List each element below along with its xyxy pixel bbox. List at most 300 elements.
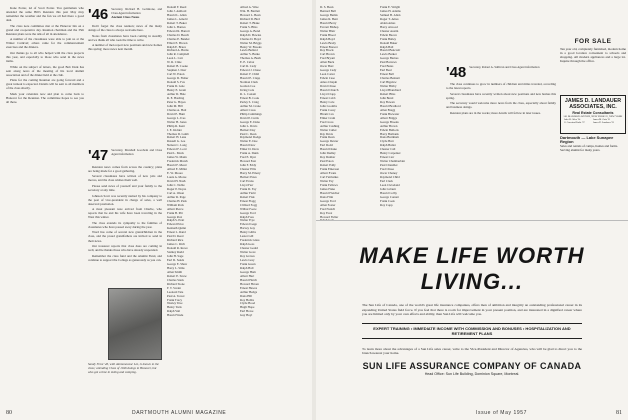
name-entry: Wilbur Foote <box>240 207 257 211</box>
name-entry: Roy Dunbar <box>320 156 336 160</box>
name-entry: Frank E. Wright <box>380 6 401 9</box>
name-entry: Earl Dodd <box>320 144 333 148</box>
name-entry: Richard Stone <box>167 282 185 286</box>
name-entry: Frank D. Fay <box>240 187 257 191</box>
partner: G. Crawford Eadie '27 <box>564 121 585 124</box>
name-entry: John H. Sage <box>167 255 184 259</box>
name-entry: Charles D. Boyd <box>240 37 261 41</box>
name-entry: Paul C. Dean <box>240 132 257 136</box>
name-entry: Ernest Carr <box>380 156 395 160</box>
name-entry: Robert H. Lane <box>167 136 187 140</box>
name-entry: D. S. Bean <box>320 6 334 9</box>
name-entry: Edwin Case <box>320 77 335 81</box>
name-entry: R. E. Harding <box>167 96 185 100</box>
name-entry: Frank A. Dunn <box>240 152 259 156</box>
name-entry: David E. Hunt <box>167 112 185 116</box>
name-entry: Donald R. Rowe <box>167 247 188 251</box>
name-entry: Frank Emerson <box>320 168 339 172</box>
name-entry: Oscar Cheney <box>380 172 398 176</box>
name-entry: Roy Hobbs <box>240 298 255 302</box>
name-entry: John L. Barnes <box>167 25 186 29</box>
sun-life-contact: To learn more about the advantages of a Sun Life sales career, write to the Vice-President and Director of Agencies, who will be glad to direct you to the branch nearest your home. <box>362 346 582 356</box>
name-entry: W. R. Cline <box>167 61 182 65</box>
name-entry: Roger T. Ames <box>380 17 399 21</box>
name-entry: Lloyd Blanchard <box>380 89 401 93</box>
name-entry: George Ford <box>240 211 256 215</box>
class-year: '46 <box>88 6 109 23</box>
name-entry: Earl Howe <box>240 310 254 314</box>
name-entry: Earl D. Sands <box>167 259 185 262</box>
name-entry: Edward F. Lord <box>167 148 187 152</box>
name-entry: Arthur R. Page <box>167 195 186 199</box>
class-photo <box>108 288 162 360</box>
landauer-name: JAMES D. LANDAUER ASSOCIATES, INC. <box>564 97 622 110</box>
paragraph: Word has come of several new grandchildren in the class, and the proud grandfathers are invited to send in their news. <box>88 230 162 243</box>
name-entry: Howard L. Bean <box>240 13 261 17</box>
name-entry: Arthur D. Hale <box>167 92 186 96</box>
name-entry: James Fiske <box>320 187 336 191</box>
name-entry: Roger P. Noyes <box>167 187 187 191</box>
name-entry: Edwin Bullock <box>380 128 399 132</box>
name-entry: Ralph Ball <box>380 45 394 49</box>
name-entry: Edward Gage <box>240 223 257 227</box>
name-entry: Howard East <box>240 160 257 164</box>
paragraph: Several classmates have written of new jobs and moves, and the class wishes them well. <box>88 174 162 183</box>
name-entry: Carl A. Olson <box>167 191 185 195</box>
name-entry: Donald Baker <box>380 41 398 45</box>
name-entry: David Chase <box>320 85 336 89</box>
name-entry: Ralph Butler <box>380 144 396 148</box>
name-entry: Paul D. Reed <box>167 235 184 239</box>
right-class-column <box>446 6 556 116</box>
for-sale-text: Ten year old, completely furnished, modern home in a good location convenient to schools and shopping. All modern appliances and a large lot. Inquire through the office. <box>560 47 626 64</box>
name-entry: Ralph Boyd <box>320 37 335 41</box>
name-entry: Chester Austin <box>380 29 399 33</box>
name-entry: Walter Frye <box>240 219 255 223</box>
name-entry: Lloyd Farr <box>240 183 254 187</box>
name-entry: Roy Brock <box>320 49 334 53</box>
name-entry: William Peck <box>167 203 184 207</box>
name-entry: Thomas D. Lamb <box>167 132 189 136</box>
name-entry: Harold Church <box>320 89 339 93</box>
name-entry: Robert T. Baker <box>167 21 187 25</box>
name-entry: Frederick Marsh <box>167 160 188 164</box>
name-entry: Walter Bixby <box>380 85 397 89</box>
name-entry: Robert T. Blake <box>240 21 260 25</box>
name-entry: Fred Chase <box>380 168 395 172</box>
name-entry: Stanley Rudd <box>167 251 184 255</box>
name-entry: Carl R. Cady <box>240 65 257 69</box>
name-entry: Stephen J. Dorr <box>167 69 187 73</box>
paragraph: A most pleasant note arrived from Charlie, who reports that he and his wife have been traveling in the West this winter. <box>88 207 162 220</box>
left-names-column-2 <box>240 6 310 318</box>
name-entry: Arthur Hedge <box>240 290 258 294</box>
name-entry: Henry Cole <box>320 100 335 104</box>
name-entry: Fred French <box>320 207 336 211</box>
paragraph: While on the subject of letters, the good Bob Dark has sent along news of the meeting of his local alumni association and of the dinner held at the club. <box>6 64 84 77</box>
name-entry: Henry W. Brooks <box>240 45 262 49</box>
name-entry: Charles Bennett <box>380 77 400 81</box>
name-entry: Elliott E. Brown <box>167 41 188 45</box>
name-entry: Paul A. Tower <box>167 294 185 298</box>
name-entry: Ralph Foss <box>240 215 254 219</box>
name-entry: Robert Fisk <box>240 195 255 199</box>
name-entry: Dana Flint <box>320 195 334 199</box>
name-entry: James C. Rich <box>167 243 185 247</box>
name-entry: Nelson C. Long <box>167 144 187 148</box>
name-entry: Frank Tracy <box>167 298 183 302</box>
name-entry: Edward R. Barrett <box>167 29 190 33</box>
name-entry: Harold Hatch <box>240 278 257 282</box>
name-entry: George Dexter <box>320 140 339 144</box>
name-entry: Frank B. Pitt <box>167 211 183 215</box>
name-entry: Russell G. Lee <box>167 140 186 144</box>
name-entry: Harold Bancroft <box>380 49 401 53</box>
name-entry: John F. Eddy <box>240 164 257 168</box>
paragraph: Our thanks go to all who helped with the class projects this year, and especially to those who send in the news items. <box>6 50 84 64</box>
name-entry: Carl Bigelow <box>380 81 397 85</box>
name-entry: John Dudley <box>320 152 336 156</box>
lake-heading: Dartmouth — Lake Sunapee Region <box>560 135 614 144</box>
name-entry: Frank S. Bliss <box>240 25 258 29</box>
page-number: 81 <box>616 410 622 416</box>
name-entry: Arthur Brown <box>380 124 398 128</box>
paragraph: Notes from classmates have been coming in steadily and we thank all who took the time to write. <box>88 33 162 42</box>
name-entry: E. W. Moore <box>167 172 183 176</box>
name-entry: Robert F. Child <box>240 73 260 77</box>
name-entry: John C. Noble <box>167 183 185 187</box>
paragraph: Our treasurer reports that class dues are coming in well, and he thanks those who have already responded. <box>88 244 162 253</box>
name-entry: Walter Cutler <box>320 128 337 132</box>
name-entry: John Coombs <box>320 104 337 108</box>
name-entry: Allen Smith <box>167 270 183 274</box>
name-entry: Oscar Burr <box>320 65 334 69</box>
paragraph: Don't forget the class reunion; news of the many doings of the class is always welcome here. <box>88 24 162 33</box>
name-entry: George Bemis <box>320 13 338 17</box>
name-entry: Richard D. Bird <box>240 17 260 21</box>
paragraph: The class extends its sympathy to the families of classmates who have passed away during the year. <box>88 220 162 229</box>
class-year: '47 <box>88 146 109 164</box>
name-entry: Leon Cleveland <box>380 183 400 187</box>
paragraph: Please send news of yourself and your family to the secretary at any time. <box>88 183 162 193</box>
name-entry: Harvey Gay <box>240 227 256 231</box>
name-entry: Philip R. Kent <box>167 124 185 128</box>
name-entry: George Brooks <box>380 120 399 124</box>
name-entry: Norman Clark <box>240 81 258 85</box>
name-entry: Frank Corey <box>320 108 336 112</box>
name-entry: Walter H. Jones <box>167 120 187 124</box>
sun-life-body: The Sun Life of Canada, one of the world's great life insurance companies, offers men of ambition and integrity an outstanding professional career in its expanding United States field force. If you feel that there is room for improvement in your present position, and are interested in a dignified career where you are limited only by your own efforts and ability, then Sun Life will welcome you. <box>362 303 582 317</box>
name-entry: Ernest Bell <box>380 73 394 77</box>
name-entry: Carl W. Eaton <box>167 73 185 77</box>
name-entry: Howard Haven <box>240 282 259 286</box>
for-sale-title: FOR SALE <box>574 38 612 45</box>
name-entry: John M. Hill <box>167 104 183 108</box>
name-entry: Harold Bradford <box>380 104 401 108</box>
name-entry: Harold Colby <box>380 191 397 195</box>
name-entry: James W. Mann <box>167 156 187 160</box>
name-entry: Guy Hoyt <box>240 314 253 318</box>
name-entry: Clifford Fogg <box>240 203 258 207</box>
name-entry: Chester Call <box>380 148 396 152</box>
name-entry: Amos Chapin <box>320 81 338 85</box>
landauer-address: 501 MADISON AVENUE, NEW YORK 22, NEW YORK <box>563 114 623 118</box>
right-page <box>316 0 628 420</box>
name-entry: Frank Dean <box>320 136 335 140</box>
name-entry: Frank Bailey <box>380 37 397 41</box>
name-entry: Elmer D. Drew <box>240 148 259 152</box>
name-entry: Earl Clark <box>380 179 393 183</box>
name-entry: Harold L. Allen <box>167 13 187 17</box>
name-entry: Charles H. Park <box>167 199 187 203</box>
name-entry: Harold F. Mead <box>167 164 187 168</box>
name-entry: Arthur Field <box>240 191 256 195</box>
name-entry: Harold Wade <box>167 314 184 318</box>
name-entry: Ernest Cobb <box>320 96 336 100</box>
name-entry: Everett Bishop <box>320 25 339 29</box>
name-entry: Frank Green <box>240 262 256 266</box>
class-year: '48 <box>446 64 467 81</box>
name-entry: Leon L. Carr <box>167 57 184 61</box>
sun-life-benefits: EXPERT TRAINING • IMMEDIATE INCOME WITH COMMISSION AND BONUSES • HOSPITALIZATION AND RETIREMENT PLANS <box>362 323 582 339</box>
name-entry: George Barnes <box>380 57 399 61</box>
name-entry: Walter Chamberlain <box>380 160 405 164</box>
right-names-column-2 <box>380 6 442 208</box>
name-entry: Albert Hart <box>240 274 255 278</box>
sun-life-headline: MAKE LIFE WORTH LIVING... <box>359 243 585 294</box>
name-entry: Ralph Vail <box>167 310 181 314</box>
partner: James M. Gain '31 <box>593 118 611 121</box>
name-entry: John J. Ashford <box>167 9 187 13</box>
paragraph: Remember the class fund and the Alumni Fund, and continue to support the College as generously as you can. <box>88 253 162 262</box>
name-entry: Bernard Bell <box>320 9 336 13</box>
name-entry: Robert B. Cooke <box>167 65 188 69</box>
name-entry: Alfred A. Wise <box>240 6 259 9</box>
left-names-column-1 <box>167 6 237 318</box>
name-entry: Albert Cross <box>240 108 256 112</box>
name-entry: Richard A. Burns <box>167 49 189 53</box>
name-entry: John Bond <box>380 96 394 100</box>
name-entry: Frank Blood <box>320 33 336 37</box>
name-entry: Lewis Bullard <box>240 49 258 53</box>
paragraph: A number of men report new positions and new homes this spring; more news next month. <box>88 43 162 52</box>
sun-life-head-office: Head Office: Sun Life Building, Dominion Square, Montreal. <box>424 372 520 377</box>
name-entry: Harry Burbank <box>380 132 399 136</box>
paragraph: A number of the classmates were able to join us at the Winter Carnival; others came for the commencement exercises and the dinners. <box>6 37 84 50</box>
name-entry: Ernest Hawes <box>240 286 258 290</box>
name-entry: Wm. H. Bartlett <box>240 9 260 13</box>
name-entry: Harold E. Clapp <box>240 77 261 81</box>
name-entry: Herbert Estes <box>240 175 257 179</box>
name-entry: Hugh Hope <box>240 306 255 310</box>
name-entry: Edward Price <box>167 223 184 227</box>
class-heading: Ancient Class Notes <box>111 14 140 19</box>
left-column-2 <box>88 6 162 263</box>
name-entry: Ernest Flagg <box>240 199 256 203</box>
name-entry: Lewis Barker <box>380 53 397 57</box>
name-entry: Donald F. Reed <box>167 6 187 9</box>
name-entry: Roy Graves <box>240 255 255 259</box>
name-entry: F. T. Swain <box>167 286 181 290</box>
name-entry: Charles D. Beach <box>167 33 189 37</box>
partner: James D. Landauer '23 <box>593 121 614 124</box>
name-entry: Alden Ames <box>380 21 396 25</box>
name-entry: Arthur Cushing <box>320 124 340 128</box>
name-entry: Lester Gill <box>240 235 254 239</box>
name-entry: Fred Bryant <box>320 57 335 61</box>
class-secretaries: Secretary, Marshall Goodwin and Class Agent information <box>111 147 162 156</box>
name-entry: David H. Nash <box>167 179 186 183</box>
name-entry: David P. Curtis <box>240 116 259 120</box>
lake-sunapee-ad <box>560 136 626 152</box>
name-entry: Perley S. Craig <box>240 100 259 104</box>
name-entry: Earl Beal <box>380 69 392 73</box>
name-entry: George Ford <box>320 199 336 203</box>
name-entry: George Post <box>167 215 183 219</box>
name-entry: Frank Fellows <box>320 183 338 187</box>
name-entry: Fred E. Dyer <box>240 156 257 160</box>
paragraph: The class continues to grow in numbers of children and miles traveled, according to the latest reports. <box>446 82 556 91</box>
landauer-ad <box>560 95 626 134</box>
paragraph: Johnson Scott was recently named by his company to the post of vice-president in charge of sales, a well deserved promotion. <box>88 193 162 206</box>
class-47-header <box>88 146 162 164</box>
name-entry: Ralph Goss <box>240 243 255 247</box>
name-entry: George Ham <box>240 270 256 274</box>
name-entry: Albert Briggs <box>380 116 397 120</box>
name-entry: Alfred E. Miller <box>167 168 188 172</box>
name-entry: Thomas A. Bush <box>240 57 261 61</box>
name-entry: Harry Atwood <box>380 25 398 29</box>
name-entry: Irving Cole <box>240 89 255 93</box>
name-entry: Charles Stark <box>167 278 184 282</box>
partner: John W. Allen '24 <box>564 118 581 121</box>
name-entry: Carl Evans <box>240 179 254 183</box>
running-title: DARTMOUTH ALUMNI MAGAZINE <box>132 410 227 416</box>
name-entry: Henry E. Grant <box>167 89 186 93</box>
name-entry: Lloyd Clapp <box>320 92 336 96</box>
name-entry: Leonard Tate <box>167 290 184 294</box>
name-entry: Henry Carpenter <box>380 152 401 156</box>
name-entry: Albert Pierce <box>167 207 184 211</box>
name-entry: Chester Ellis <box>240 168 256 172</box>
name-entry: Frank D. Gale <box>167 85 185 89</box>
name-entry: Dana Burnham <box>380 136 399 140</box>
name-entry: John Coburn <box>380 187 396 191</box>
name-entry: George E. Dana <box>240 120 260 124</box>
name-entry: Harold Fletcher <box>320 191 340 195</box>
name-entry: Albert Evans <box>320 172 337 176</box>
class-48-header <box>446 66 556 80</box>
paragraph: Plans for the coming Reunion are going forward and a great turnout is expected. Details will be sent to all members of the class shortly. <box>6 78 84 91</box>
name-entry: Ralph D. Bowles <box>240 33 262 37</box>
name-entry: Allen Foster <box>320 203 336 207</box>
paragraph: Kane Porter, nd of Scott Porter. You gentlemen who attended the same Bill's Reunion this past May may remember the weather and the fun we all had there a good deal. <box>6 6 84 23</box>
name-entry: Arthur S. Burke <box>240 53 260 57</box>
name-entry: Walter Gove <box>240 251 256 255</box>
name-entry: Carl Fairbanks <box>320 175 339 179</box>
name-entry: Henry Tuck <box>167 306 182 310</box>
name-entry: Raymond Dodge <box>240 136 262 140</box>
name-entry: Fred Cross <box>320 120 334 124</box>
name-entry: James R. Bent <box>320 17 338 21</box>
name-entry: Frank Brewster <box>380 112 400 116</box>
name-entry: Robert E. Snow <box>167 274 187 278</box>
name-entry: George A. Bond <box>240 29 261 33</box>
name-entry: Paul L. Mack <box>167 152 184 156</box>
name-entry: Kenneth Quinn <box>167 227 186 231</box>
name-entry: Lewis Brady <box>320 41 336 45</box>
name-entry: Philip Cummings <box>240 112 262 116</box>
class-secretaries: Secretary, Robert A. Sullivan and Class Agent information <box>469 65 540 69</box>
name-entry: Harold Drake <box>320 148 337 152</box>
paragraph: Reunion news comes from across the country; plans are being made for a good gathering. <box>88 164 162 173</box>
name-entry: James L. Arnold <box>167 17 188 21</box>
paragraph: The secretary would welcome more news from the class, especially about family and business doings. <box>446 101 556 110</box>
name-entry: Peter G. Hayes <box>167 100 186 104</box>
name-entry: Allen Buck <box>320 61 335 65</box>
name-entry: Walter M. Briggs <box>240 41 262 45</box>
name-entry: Ralph S. Pratt <box>167 219 185 223</box>
sun-life-ad <box>316 220 628 393</box>
landauer-partners <box>561 118 625 126</box>
name-entry: Henry Gibbs <box>240 231 256 235</box>
name-entry: Carl Brown <box>320 53 335 57</box>
name-entry: Harry L. Sims <box>167 266 185 270</box>
name-entry: Clyde Burr <box>380 140 394 144</box>
name-entry: Ralph Hall <box>240 266 254 270</box>
name-entry: Donald S. Fox <box>167 81 185 85</box>
name-entry: Paul Eaton <box>320 160 334 164</box>
name-entry: Edwin Bacon <box>380 33 397 37</box>
name-entry: Fred Bates <box>380 65 394 69</box>
name-entry: Howard Fuller <box>320 215 339 219</box>
name-entry: Harold Berry <box>320 21 337 25</box>
name-entry: Ernest L. Rand <box>167 231 186 235</box>
class-secretaries: Secretary, Richard H. Goldstone, and Class Agent information <box>111 7 162 15</box>
name-entry: Richard Rice <box>167 239 184 243</box>
name-entry: Harold Dow <box>240 144 256 148</box>
name-entry: Walter Fay <box>320 179 334 183</box>
name-entry: R. L. Conant <box>240 92 256 96</box>
paragraph: Mark your calendars now and plan to come back to Hanover for the Reunion. The committee hopes to see you all there. <box>6 91 84 104</box>
name-entry: James H. Adams <box>380 9 401 13</box>
name-entry: Louis A. Morse <box>167 175 187 179</box>
left-page <box>0 0 312 420</box>
name-entry: Chester Gould <box>240 247 258 251</box>
name-entry: George L. Ives <box>167 116 186 120</box>
right-names-column-1 <box>320 6 378 255</box>
name-entry: Robert Eddy <box>320 164 336 168</box>
name-entry: Roy Frost <box>320 211 333 215</box>
name-entry: Charles A. Holt <box>167 108 187 112</box>
name-entry: Herbert Day <box>240 128 256 132</box>
left-column-1 <box>6 6 84 106</box>
name-entry: Harry M. Emery <box>240 172 261 176</box>
name-entry: Ernest B. Cook <box>240 96 259 100</box>
name-entry: Dana Hill <box>240 294 253 298</box>
name-entry: Paul Barrows <box>380 61 397 65</box>
class-46-header <box>88 8 162 22</box>
name-entry: Ray Davis <box>320 132 333 136</box>
landauer-subtitle: Real Estate Consultants <box>572 110 614 115</box>
name-entry: Roy Bowen <box>380 100 395 104</box>
name-entry: Elmer Cram <box>320 116 336 120</box>
photo-caption: Sandy Frost '46, with Ammonoosuc Lot, is known to the class; attending Class of 1946 doings in Hanover, but also got a time in skiing and camping. <box>88 362 159 374</box>
name-entry: J. E. Kidder <box>167 128 182 132</box>
name-entry: Robert Bliss <box>380 92 396 96</box>
name-entry: Edward J. Chase <box>240 69 261 73</box>
name-entry: Gordon Coe <box>240 85 256 89</box>
